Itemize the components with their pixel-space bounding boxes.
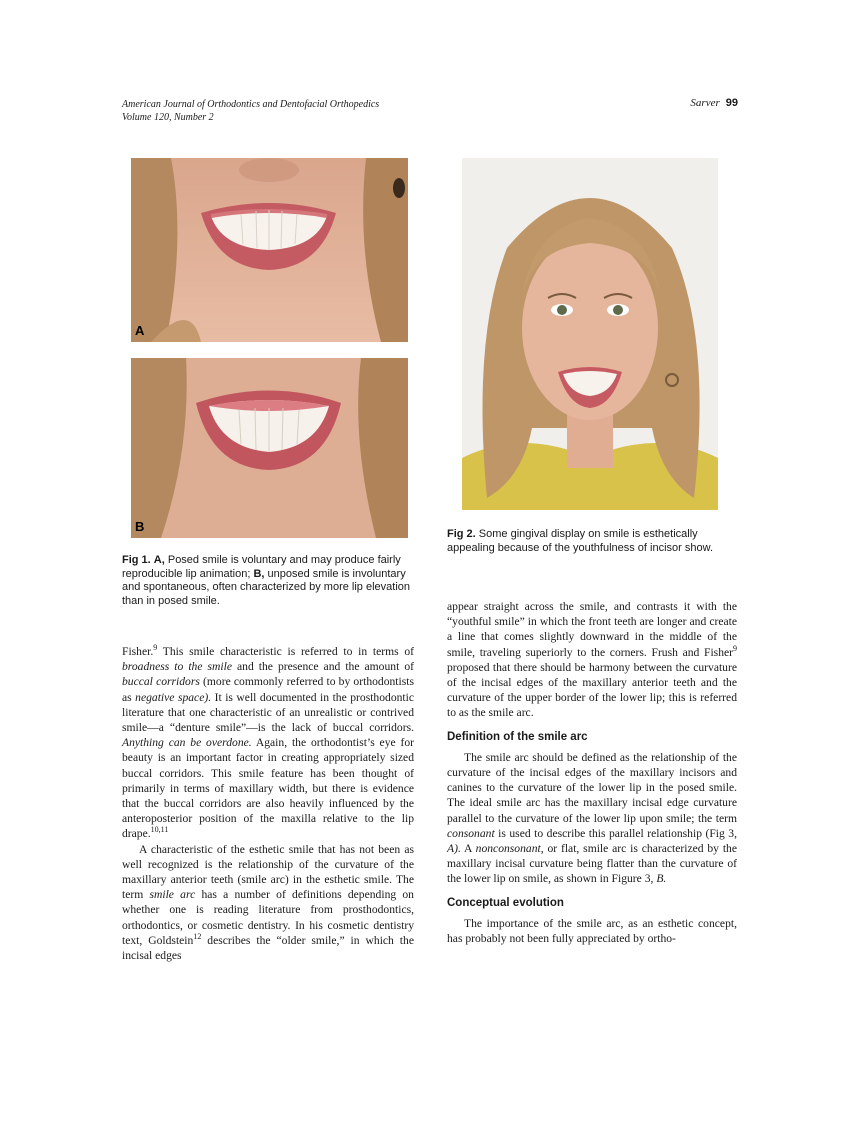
section-heading: Definition of the smile arc <box>447 730 588 743</box>
caption-text: unposed smile is involuntary and spontaneous, often characterized by more lip elevation than in posed smile. <box>122 567 411 607</box>
journal-title: American Journal of Orthodontics and Dentofacial Orthopedics <box>122 99 380 110</box>
paragraph: A characteristic of the esthetic smile that has not been as well recognized is the relationship of the curvature of the maxillary anterior teeth (smile arc) in the esthetic smile. The term smile arc has a number of definitions depending on whether one is reading literature from prosthodontics, orthodontics, or cosmetic dentistry. In his cosmetic dentistry text, Goldstein$^{12}$ describes the “older smile,” in which the incisal edges <box>122 842 414 963</box>
figure-1b-label: B <box>135 519 145 534</box>
figure-1a-photo <box>131 158 408 342</box>
left-column-text <box>122 644 414 963</box>
unposed-smile-image <box>131 358 408 538</box>
caption-label: Fig 1. <box>122 554 151 566</box>
portrait-image <box>462 158 718 510</box>
paragraph: The importance of the smile arc, as an esthetic concept, has probably not been fully appreciated by ortho- <box>447 916 737 946</box>
paragraph: The smile arc should be defined as the relationship of the curvature of the incisal edges of the maxillary incisors and canines to the curvature of the lower lip in the posed smile. The ideal smile arc has the maxillary incisal edge curvature parallel to the curvature of the lower lip upon smile; the term consonant is used to describe this parallel relationship (Fig 3, A). A nonconsonant, or flat, smile arc is characterized by the maxillary incisal curvature being flatter than the curvature of the lower lip on smile, as shown in Figure 3, B. <box>447 750 738 886</box>
paragraph: appear straight across the smile, and contrasts it with the “youthful smile” in which the front teeth are longer and create a line that comes slightly downward in the middle of the smile, traveling superiorly to the corners. Frush and Fisher$^9$ proposed that there should be harmony between the curvature of the incisal edges of the maxillary anterior teeth and the curvature of the upper border of the lower lip; this is referred to as the smile arc. <box>447 600 737 720</box>
posed-smile-image <box>131 158 408 342</box>
running-header-left <box>122 98 379 124</box>
journal-volume: Volume 120, Number 2 <box>122 112 214 123</box>
caption-label: Fig 2. <box>447 528 476 540</box>
caption-part-b: B, <box>253 567 265 580</box>
section-heading: Conceptual evolution <box>447 896 564 909</box>
caption-text: Posed smile is voluntary and may produce fairly reproducible lip animation; <box>122 554 401 580</box>
running-header-right <box>690 97 738 109</box>
paragraph: Fisher.$^9$ This smile characteristic is referred to in terms of broadness to the smile and the presence and the amount of buccal corridors (more commonly referred to by orthodontists as negative space). It is well documented in the prosthodontic literature that one characteristic of an unrealistic or contrived smile—a “denture smile”—is the lack of buccal corridors. Anything can be overdone. Again, the orthodontist’s eye for beauty is an important factor in creating appropriately sized buccal corridors. This smile feature has been thought of primarily in terms of maxillary width, but there is evidence that the buccal corridors are also heavily influenced by the anteroposterior position of the maxilla relative to the lip drape.$^{10,11}$ <box>122 643 415 841</box>
right-column-text <box>447 599 737 946</box>
figure-2-caption <box>447 528 737 555</box>
figure-1a-label: A <box>135 323 145 338</box>
caption-text: Some gingival display on smile is esthetically appealing because of the youthfulness of incisor show. <box>447 528 714 554</box>
figure-1b-photo <box>131 358 408 538</box>
figure-2-photo <box>462 158 718 510</box>
figure-1-caption <box>122 554 414 608</box>
caption-part-a: A, <box>153 554 165 566</box>
page-number: 99 <box>725 97 738 109</box>
author-name: Sarver <box>690 97 720 109</box>
